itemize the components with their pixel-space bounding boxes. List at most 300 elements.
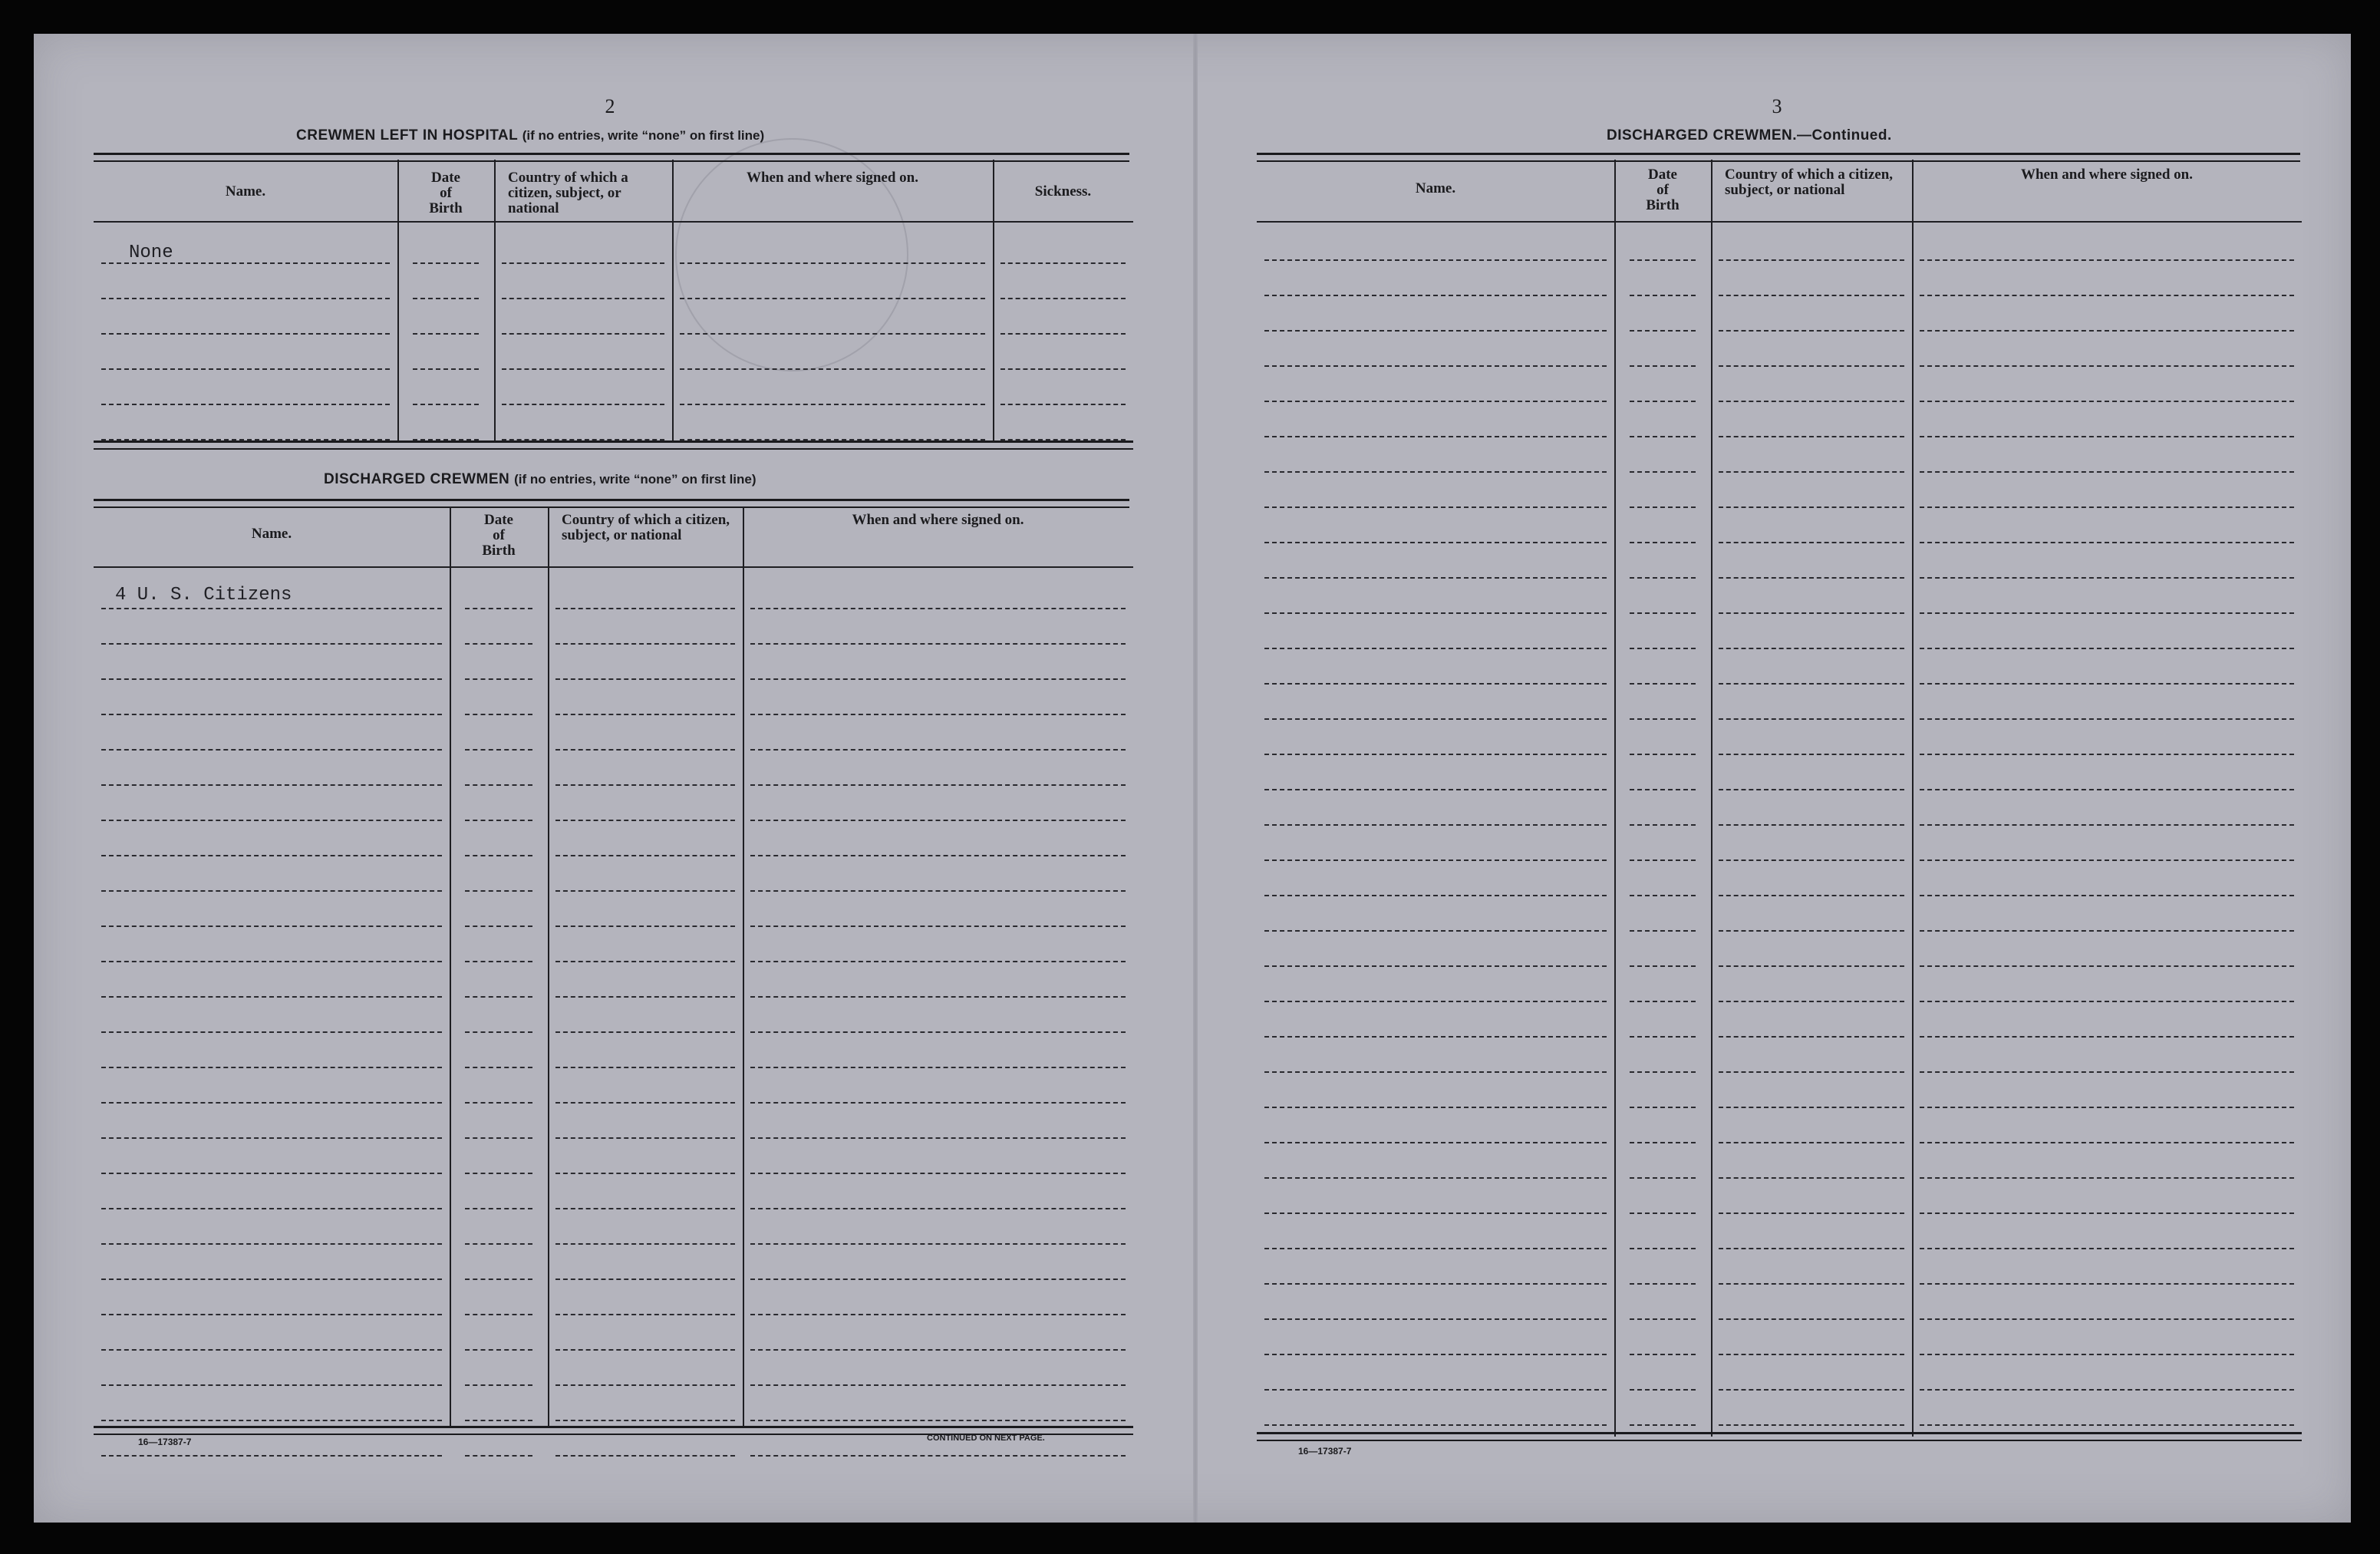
discharged-col-header-3: Country of which a citizen, subject, or national — [562, 512, 730, 543]
discharged-row-line — [750, 749, 1126, 751]
right-row-line — [1719, 612, 1904, 614]
discharged-row-line — [555, 1455, 735, 1457]
right-row-line — [1719, 1142, 1904, 1143]
right-row-line — [1719, 330, 1904, 332]
hospital-title-text: CREWMEN LEFT IN HOSPITAL — [296, 127, 518, 144]
right-row-line — [1264, 824, 1607, 826]
discharged-row-line — [555, 1349, 735, 1351]
left-form-number: 16—17387-7 — [138, 1437, 192, 1447]
right-row-line — [1630, 1213, 1696, 1214]
right-row-line — [1630, 1424, 1696, 1426]
right-row-line — [1264, 930, 1607, 932]
right-row-line — [1264, 683, 1607, 685]
right-row-line — [1264, 365, 1607, 367]
right-row-line — [1719, 1036, 1904, 1038]
right-row-line — [1920, 1001, 2294, 1002]
right-row-line — [1719, 365, 1904, 367]
discharged-table-title — [324, 471, 757, 488]
right-row-line — [1920, 859, 2294, 861]
right-row-line — [1719, 859, 1904, 861]
hospital-instruction: (if no entries, write “none” on first line) — [522, 128, 765, 143]
right-row-line — [1719, 1071, 1904, 1073]
right-row-line — [1719, 1177, 1904, 1179]
right-row-line — [1264, 401, 1607, 402]
discharged-row-line — [465, 1137, 532, 1139]
right-row-line — [1264, 436, 1607, 437]
right-row-line — [1920, 1389, 2294, 1391]
discharged-row-line — [750, 678, 1126, 680]
right-row-line — [1630, 1071, 1696, 1073]
right-row-line — [1264, 577, 1607, 579]
hospital-col-divider — [993, 160, 994, 442]
right-col-divider — [1711, 160, 1712, 1437]
hospital-row-line — [1000, 262, 1126, 264]
right-row-line — [1719, 1283, 1904, 1285]
right-row-line — [1630, 436, 1696, 437]
right-row-line — [1719, 1389, 1904, 1391]
discharged-top-rule — [94, 499, 1129, 508]
right-row-line — [1920, 506, 2294, 508]
discharged-row-line — [101, 820, 442, 821]
discharged-row-line — [465, 1314, 532, 1315]
right-row-line — [1630, 259, 1696, 261]
right-row-line — [1630, 471, 1696, 473]
discharged-row-line — [555, 961, 735, 962]
discharged-row-line — [101, 714, 442, 715]
hospital-row-line — [502, 368, 664, 370]
discharged-row-line — [101, 890, 442, 892]
hospital-row-line — [413, 404, 479, 405]
hospital-row-line — [502, 333, 664, 335]
discharged-header-rule — [94, 566, 1133, 568]
discharged-row-line — [101, 925, 442, 927]
hospital-row-line — [1000, 298, 1126, 299]
discharged-row-line — [555, 1173, 735, 1174]
discharged-row-line — [465, 855, 532, 856]
hospital-row-line — [413, 298, 479, 299]
right-row-line — [1719, 259, 1904, 261]
right-row-line — [1920, 683, 2294, 685]
discharged-row-line — [465, 890, 532, 892]
discharged-row-line — [465, 1173, 532, 1174]
discharged-row-line — [101, 749, 442, 751]
discharged-row-line — [750, 643, 1126, 645]
hospital-col-divider — [494, 160, 496, 442]
discharged-row-line — [750, 925, 1126, 927]
discharged-row-line — [465, 1279, 532, 1280]
discharged-row-line — [555, 1314, 735, 1315]
discharged-row-line — [465, 714, 532, 715]
discharged-row-line — [750, 714, 1126, 715]
right-row-line — [1719, 1354, 1904, 1355]
right-row-line — [1630, 612, 1696, 614]
discharged-instruction: (if no entries, write “none” on first line) — [514, 472, 757, 487]
hospital-col-divider — [397, 160, 399, 442]
hospital-top-rule — [94, 153, 1129, 162]
discharged-row-line — [750, 1243, 1126, 1245]
discharged-row-line — [465, 784, 532, 786]
discharged-row-line — [555, 996, 735, 998]
right-row-line — [1630, 1283, 1696, 1285]
right-row-line — [1630, 1248, 1696, 1249]
right-row-line — [1264, 542, 1607, 543]
right-row-line — [1920, 1283, 2294, 1285]
right-top-rule — [1257, 153, 2300, 162]
right-row-line — [1920, 754, 2294, 755]
discharged-row-line — [101, 1102, 442, 1104]
discharged-row-line — [750, 1137, 1126, 1139]
discharged-entry-1: 4 U. S. Citizens — [115, 585, 292, 605]
discharged-row-line — [101, 1137, 442, 1139]
discharged-row-line — [555, 1243, 735, 1245]
discharged-row-line — [101, 608, 442, 609]
right-row-line — [1630, 401, 1696, 402]
right-col-divider — [1912, 160, 1914, 1437]
right-row-line — [1264, 612, 1607, 614]
discharged-row-line — [555, 1279, 735, 1280]
hospital-row-line — [413, 368, 479, 370]
right-row-line — [1630, 577, 1696, 579]
discharged-row-line — [101, 1455, 442, 1457]
right-row-line — [1264, 1354, 1607, 1355]
hospital-row-line — [502, 404, 664, 405]
discharged-row-line — [465, 1349, 532, 1351]
discharged-row-line — [750, 1031, 1126, 1033]
discharged-row-line — [101, 1420, 442, 1421]
right-row-line — [1630, 965, 1696, 967]
right-row-line — [1264, 1248, 1607, 1249]
hospital-col-header-3: Country of which a citizen, subject, or national — [508, 170, 628, 216]
right-row-line — [1719, 648, 1904, 649]
discharged-row-line — [465, 1031, 532, 1033]
right-row-line — [1719, 965, 1904, 967]
discharged-row-line — [465, 1384, 532, 1386]
discharged-row-line — [750, 1314, 1126, 1315]
right-row-line — [1630, 859, 1696, 861]
discharged-row-line — [750, 820, 1126, 821]
discharged-row-line — [750, 996, 1126, 998]
discharged-col-header-2: Date of Birth — [482, 512, 516, 559]
discharged-row-line — [750, 855, 1126, 856]
right-row-line — [1719, 895, 1904, 896]
right-row-line — [1630, 330, 1696, 332]
discharged-row-line — [750, 1173, 1126, 1174]
right-row-line — [1920, 930, 2294, 932]
hospital-row-line — [413, 262, 479, 264]
right-row-line — [1264, 965, 1607, 967]
right-row-line — [1630, 1036, 1696, 1038]
discharged-row-line — [465, 1455, 532, 1457]
discharged-row-line — [750, 1384, 1126, 1386]
hospital-row-line — [101, 333, 390, 335]
right-row-line — [1920, 718, 2294, 720]
discharged-row-line — [750, 961, 1126, 962]
right-row-line — [1920, 648, 2294, 649]
right-row-line — [1719, 1213, 1904, 1214]
right-row-line — [1630, 648, 1696, 649]
right-row-line — [1630, 683, 1696, 685]
hospital-table-title — [296, 127, 764, 144]
right-row-line — [1630, 542, 1696, 543]
discharged-row-line — [750, 1420, 1126, 1421]
hospital-col-header-4: When and where signed on. — [746, 170, 918, 186]
right-header-rule — [1257, 221, 2302, 223]
discharged-row-line — [555, 855, 735, 856]
discharged-row-line — [101, 996, 442, 998]
right-row-line — [1264, 295, 1607, 296]
right-row-line — [1719, 401, 1904, 402]
right-row-line — [1719, 1424, 1904, 1426]
right-row-line — [1920, 1071, 2294, 1073]
hospital-row-line — [502, 262, 664, 264]
right-row-line — [1719, 436, 1904, 437]
discharged-row-line — [465, 749, 532, 751]
discharged-row-line — [465, 996, 532, 998]
right-row-line — [1920, 895, 2294, 896]
hospital-col-header-2: Date of Birth — [429, 170, 463, 216]
discharged-row-line — [465, 1208, 532, 1209]
discharged-row-line — [101, 1314, 442, 1315]
right-row-line — [1719, 718, 1904, 720]
discharged-row-line — [465, 678, 532, 680]
right-row-line — [1719, 789, 1904, 790]
right-row-line — [1920, 1248, 2294, 1249]
discharged-row-line — [555, 1031, 735, 1033]
right-row-line — [1630, 365, 1696, 367]
discharged-row-line — [101, 1279, 442, 1280]
right-page-number: 3 — [1772, 95, 1782, 117]
right-row-line — [1264, 895, 1607, 896]
discharged-row-line — [465, 961, 532, 962]
right-row-line — [1719, 506, 1904, 508]
discharged-row-line — [555, 890, 735, 892]
discharged-title-text: DISCHARGED CREWMEN — [324, 471, 510, 487]
right-row-line — [1719, 1107, 1904, 1108]
right-row-line — [1719, 1318, 1904, 1320]
right-row-line — [1719, 824, 1904, 826]
right-row-line — [1630, 824, 1696, 826]
right-row-line — [1630, 754, 1696, 755]
right-bottom-rule — [1257, 1432, 2302, 1441]
discharged-row-line — [750, 784, 1126, 786]
right-row-line — [1719, 1248, 1904, 1249]
discharged-row-line — [101, 1173, 442, 1174]
right-table-title: DISCHARGED CREWMEN.—Continued. — [1607, 127, 1892, 144]
right-col-divider — [1614, 160, 1616, 1437]
right-row-line — [1264, 1213, 1607, 1214]
right-row-line — [1920, 1177, 2294, 1179]
discharged-row-line — [101, 1243, 442, 1245]
discharged-row-line — [465, 1067, 532, 1068]
right-row-line — [1264, 754, 1607, 755]
right-row-line — [1920, 577, 2294, 579]
right-row-line — [1630, 1318, 1696, 1320]
discharged-row-line — [555, 643, 735, 645]
right-row-line — [1264, 1424, 1607, 1426]
discharged-col-header-4: When and where signed on. — [852, 512, 1024, 528]
discharged-row-line — [465, 1243, 532, 1245]
right-row-line — [1630, 1001, 1696, 1002]
discharged-row-line — [555, 1420, 735, 1421]
discharged-row-line — [555, 608, 735, 609]
right-row-line — [1264, 506, 1607, 508]
right-row-line — [1264, 1107, 1607, 1108]
hospital-col-header-1: Name. — [225, 183, 266, 200]
discharged-row-line — [750, 1208, 1126, 1209]
hospital-row-line — [413, 333, 479, 335]
right-col-header-2: Date of Birth — [1646, 167, 1680, 213]
hospital-header-rule — [94, 221, 1133, 223]
hospital-row-line — [680, 404, 985, 405]
right-col-header-1: Name. — [1415, 180, 1456, 196]
right-row-line — [1630, 1107, 1696, 1108]
hospital-col-divider — [672, 160, 674, 442]
discharged-row-line — [465, 1102, 532, 1104]
right-row-line — [1920, 1318, 2294, 1320]
right-row-line — [1264, 1036, 1607, 1038]
right-row-line — [1719, 295, 1904, 296]
right-row-line — [1920, 1142, 2294, 1143]
discharged-col-divider — [548, 506, 549, 1427]
hospital-row-line — [101, 298, 390, 299]
discharged-row-line — [555, 1067, 735, 1068]
discharged-row-line — [101, 961, 442, 962]
right-row-line — [1630, 1142, 1696, 1143]
right-row-line — [1719, 683, 1904, 685]
right-row-line — [1264, 1071, 1607, 1073]
discharged-row-line — [750, 1067, 1126, 1068]
hospital-row-line — [1000, 368, 1126, 370]
discharged-row-line — [555, 714, 735, 715]
discharged-row-line — [101, 678, 442, 680]
hospital-row-line — [680, 262, 985, 264]
discharged-row-line — [555, 820, 735, 821]
discharged-row-line — [465, 820, 532, 821]
discharged-row-line — [465, 925, 532, 927]
hospital-row-line — [1000, 333, 1126, 335]
discharged-row-line — [101, 1208, 442, 1209]
discharged-row-line — [101, 1031, 442, 1033]
right-row-line — [1920, 1354, 2294, 1355]
discharged-row-line — [101, 784, 442, 786]
hospital-row-line — [101, 404, 390, 405]
discharged-row-line — [101, 1384, 442, 1386]
discharged-row-line — [465, 643, 532, 645]
right-row-line — [1264, 330, 1607, 332]
right-row-line — [1920, 965, 2294, 967]
hospital-row-line — [101, 368, 390, 370]
discharged-row-line — [555, 1208, 735, 1209]
continued-note: CONTINUED ON NEXT PAGE. — [927, 1434, 1045, 1443]
discharged-row-line — [750, 890, 1126, 892]
right-row-line — [1920, 365, 2294, 367]
discharged-row-line — [750, 608, 1126, 609]
discharged-row-line — [555, 925, 735, 927]
hospital-row-line — [680, 298, 985, 299]
right-row-line — [1920, 1213, 2294, 1214]
hospital-row-line — [680, 368, 985, 370]
right-row-line — [1920, 471, 2294, 473]
discharged-row-line — [750, 1455, 1126, 1457]
right-row-line — [1264, 718, 1607, 720]
right-row-line — [1920, 295, 2294, 296]
right-row-line — [1719, 930, 1904, 932]
discharged-row-line — [465, 608, 532, 609]
right-row-line — [1920, 259, 2294, 261]
right-row-line — [1920, 1036, 2294, 1038]
right-row-line — [1920, 330, 2294, 332]
discharged-row-line — [555, 678, 735, 680]
hospital-row-line — [680, 333, 985, 335]
right-row-line — [1630, 895, 1696, 896]
discharged-row-line — [101, 1349, 442, 1351]
right-row-line — [1920, 789, 2294, 790]
discharged-col-divider — [743, 506, 744, 1427]
right-row-line — [1630, 789, 1696, 790]
right-row-line — [1630, 1354, 1696, 1355]
left-page-number: 2 — [605, 95, 615, 117]
discharged-row-line — [555, 1102, 735, 1104]
right-row-line — [1264, 1389, 1607, 1391]
page-fold — [1193, 34, 1198, 1523]
hospital-col-header-5: Sickness. — [1034, 183, 1092, 200]
right-form-number: 16—17387-7 — [1298, 1446, 1352, 1457]
right-row-line — [1264, 1177, 1607, 1179]
discharged-row-line — [750, 1102, 1126, 1104]
right-row-line — [1630, 930, 1696, 932]
discharged-row-line — [101, 855, 442, 856]
right-col-header-3: Country of which a citizen, subject, or national — [1725, 167, 1894, 198]
discharged-row-line — [555, 1137, 735, 1139]
discharged-row-line — [750, 1279, 1126, 1280]
right-row-line — [1920, 824, 2294, 826]
right-row-line — [1719, 471, 1904, 473]
hospital-bottom-rule — [94, 440, 1133, 450]
right-row-line — [1264, 648, 1607, 649]
right-row-line — [1719, 577, 1904, 579]
discharged-row-line — [555, 1384, 735, 1386]
right-row-line — [1920, 401, 2294, 402]
right-row-line — [1264, 1142, 1607, 1143]
right-row-line — [1630, 718, 1696, 720]
discharged-row-line — [101, 643, 442, 645]
right-row-line — [1719, 754, 1904, 755]
hospital-entry-1: None — [129, 243, 173, 263]
right-row-line — [1264, 1283, 1607, 1285]
right-row-line — [1920, 612, 2294, 614]
right-row-line — [1264, 1318, 1607, 1320]
right-row-line — [1264, 471, 1607, 473]
right-row-line — [1630, 295, 1696, 296]
discharged-col-divider — [450, 506, 451, 1427]
right-row-line — [1264, 259, 1607, 261]
right-row-line — [1920, 542, 2294, 543]
hospital-row-line — [502, 298, 664, 299]
hospital-row-line — [1000, 404, 1126, 405]
right-row-line — [1264, 789, 1607, 790]
right-row-line — [1719, 542, 1904, 543]
right-row-line — [1630, 506, 1696, 508]
discharged-col-header-1: Name. — [251, 526, 292, 542]
discharged-row-line — [101, 1067, 442, 1068]
right-row-line — [1920, 1424, 2294, 1426]
right-row-line — [1719, 1001, 1904, 1002]
right-row-line — [1630, 1177, 1696, 1179]
right-col-header-4: When and where signed on. — [2020, 167, 2193, 183]
right-row-line — [1630, 1389, 1696, 1391]
right-row-line — [1264, 859, 1607, 861]
discharged-row-line — [555, 784, 735, 786]
